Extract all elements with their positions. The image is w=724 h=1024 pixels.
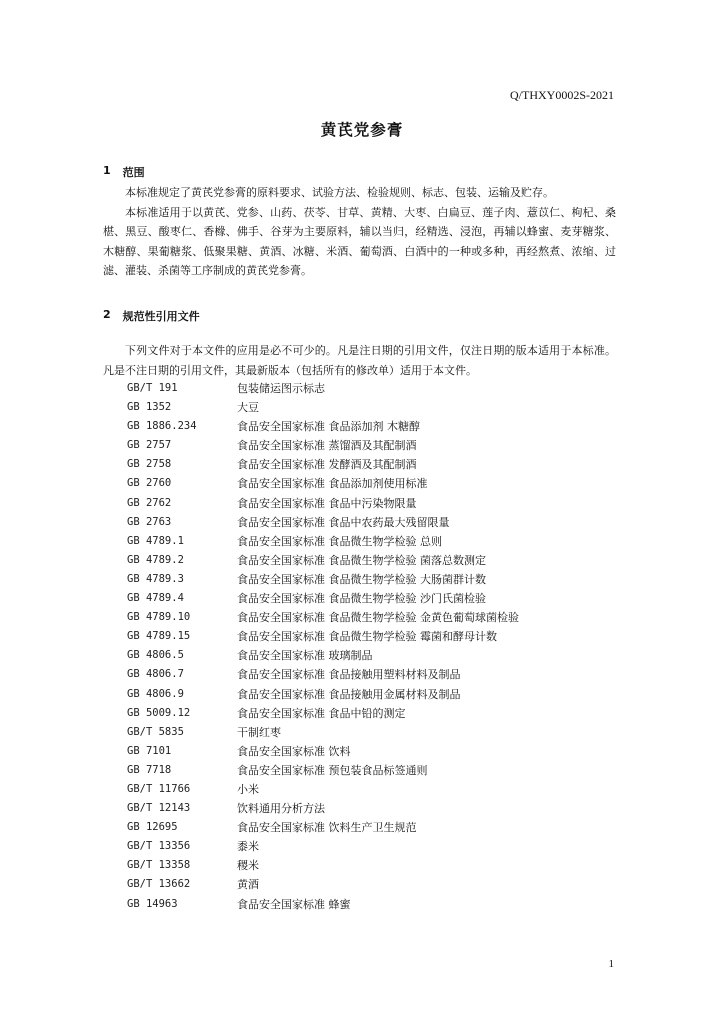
reference-title: 食品安全国家标准 食品添加剂使用标准 bbox=[237, 477, 428, 491]
document-title: 黄芪党参膏 bbox=[320, 121, 404, 139]
reference-code: GB 4806.9 bbox=[127, 687, 184, 700]
paragraph: 下列文件对于本文件的应用是必不可少的。凡是注日期的引用文件，仅注日期的版本适用于本标准。凡是不注日期的引用文件，其最新版本（包括所有的修改单）适用于本文件。 bbox=[103, 344, 616, 377]
reference-title: 黍米 bbox=[237, 840, 259, 854]
reference-title: 食品安全国家标准 食品接触用金属材料及制品 bbox=[237, 687, 461, 701]
reference-title: 干制红枣 bbox=[237, 725, 281, 739]
reference-code: GB 2762 bbox=[127, 496, 172, 509]
reference-title: 食品安全国家标准 蒸馏酒及其配制酒 bbox=[237, 439, 417, 453]
paragraph: 本标准规定了黄芪党参膏的原料要求、试验方法、检验规则、标志、包装、运输及贮存。 bbox=[125, 186, 554, 199]
reference-row bbox=[127, 513, 519, 532]
reference-code: GB 4789.3 bbox=[127, 572, 184, 585]
reference-title: 食品安全国家标准 食品接触用塑料材料及制品 bbox=[237, 668, 461, 682]
reference-title: 食品安全国家标准 食品微生物学检验 霉菌和酵母计数 bbox=[237, 630, 497, 644]
reference-row bbox=[127, 532, 519, 551]
reference-row bbox=[127, 895, 519, 914]
reference-title: 食品安全国家标准 食品微生物学检验 金黄色葡萄球菌检验 bbox=[237, 611, 519, 625]
reference-code: GB/T 13662 bbox=[127, 878, 191, 891]
reference-code: GB/T 13358 bbox=[127, 859, 191, 872]
reference-row bbox=[127, 589, 519, 608]
reference-row bbox=[127, 799, 519, 818]
reference-row bbox=[127, 494, 519, 513]
reference-row bbox=[127, 665, 519, 684]
reference-row bbox=[127, 742, 519, 761]
reference-row bbox=[127, 417, 519, 436]
reference-code: GB/T 13356 bbox=[127, 840, 191, 853]
reference-title: 黄酒 bbox=[237, 878, 259, 892]
reference-row bbox=[127, 723, 519, 742]
reference-row bbox=[127, 551, 519, 570]
reference-title: 食品安全国家标准 食品微生物学检验 菌落总数测定 bbox=[237, 553, 486, 567]
reference-row bbox=[127, 780, 519, 799]
reference-title: 食品安全国家标准 玻璃制品 bbox=[237, 649, 373, 663]
standard-code: Q/THXY0002S-2021 bbox=[510, 88, 614, 102]
reference-code: GB/T 11766 bbox=[127, 782, 191, 795]
reference-code: GB 4806.5 bbox=[127, 649, 184, 662]
reference-title: 食品安全国家标准 饮料生产卫生规范 bbox=[237, 821, 417, 835]
reference-row bbox=[127, 436, 519, 455]
reference-title: 食品安全国家标准 食品添加剂 木糖醇 bbox=[237, 420, 420, 434]
reference-title: 食品安全国家标准 食品中铅的测定 bbox=[237, 706, 406, 720]
reference-row bbox=[127, 875, 519, 894]
reference-code: GB 5009.12 bbox=[127, 706, 191, 719]
reference-code: GB 12695 bbox=[127, 821, 178, 834]
reference-title: 食品安全国家标准 食品微生物学检验 总则 bbox=[237, 534, 442, 548]
reference-code: GB 2763 bbox=[127, 515, 172, 528]
reference-title: 食品安全国家标准 食品中污染物限量 bbox=[237, 496, 417, 510]
reference-title: 包装储运图示标志 bbox=[237, 382, 325, 395]
section-number: 1 bbox=[103, 164, 111, 177]
reference-code: GB/T 12143 bbox=[127, 802, 191, 815]
section-heading-references bbox=[103, 308, 200, 324]
reference-row bbox=[127, 455, 519, 474]
section-title: 规范性引用文件 bbox=[122, 310, 200, 323]
reference-code: GB 2760 bbox=[127, 477, 172, 490]
reference-code: GB/T 191 bbox=[127, 382, 178, 394]
references-intro bbox=[103, 341, 616, 380]
reference-row bbox=[127, 818, 519, 837]
reference-code: GB 14963 bbox=[127, 897, 178, 910]
reference-code: GB 7101 bbox=[127, 744, 172, 757]
reference-code: GB 1352 bbox=[127, 401, 172, 414]
reference-row bbox=[127, 474, 519, 493]
reference-title: 食品安全国家标准 蜂蜜 bbox=[237, 897, 351, 911]
reference-code: GB/T 5835 bbox=[127, 725, 184, 738]
reference-title: 稷米 bbox=[237, 859, 259, 873]
reference-row bbox=[127, 685, 519, 704]
reference-title: 小米 bbox=[237, 782, 259, 796]
reference-code: GB 4789.2 bbox=[127, 553, 184, 566]
reference-code: GB 4806.7 bbox=[127, 668, 184, 681]
reference-code: GB 7718 bbox=[127, 763, 172, 776]
reference-row bbox=[127, 837, 519, 856]
reference-title: 食品安全国家标准 发酵酒及其配制酒 bbox=[237, 458, 417, 472]
reference-code: GB 1886.234 bbox=[127, 420, 197, 433]
reference-row bbox=[127, 627, 519, 646]
reference-title: 饮料通用分析方法 bbox=[237, 802, 325, 816]
reference-row bbox=[127, 761, 519, 780]
reference-row bbox=[127, 856, 519, 875]
reference-title: 食品安全国家标准 饮料 bbox=[237, 744, 351, 758]
reference-title: 食品安全国家标准 食品微生物学检验 沙门氏菌检验 bbox=[237, 592, 486, 606]
scope-body bbox=[103, 183, 616, 281]
reference-code: GB 2757 bbox=[127, 439, 172, 452]
reference-code: GB 4789.1 bbox=[127, 534, 184, 547]
reference-title: 食品安全国家标准 食品微生物学检验 大肠菌群计数 bbox=[237, 572, 486, 586]
reference-code: GB 2758 bbox=[127, 458, 172, 471]
paragraph: 本标准适用于以黄芪、党参、山药、茯苓、甘草、黄精、大枣、白扁豆、莲子肉、薏苡仁、枸杞、桑椹、黑豆、酸枣仁、香橼、佛手、谷芽为主要原料，辅以当归，经精选、浸泡，再辅以蜂蜜、麦芽糖浆、木糖醇、果葡糖浆、低聚果糖、黄酒、冰糖、米酒、葡萄酒、白酒中的一种或多种，再经熬煮、浓缩、过滤、灌装、杀菌等工序制成的黄芪党参膏。 bbox=[103, 205, 616, 277]
reference-row bbox=[127, 704, 519, 723]
reference-title: 大豆 bbox=[237, 401, 259, 415]
reference-title: 食品安全国家标准 食品中农药最大残留限量 bbox=[237, 515, 450, 529]
reference-row bbox=[127, 379, 519, 398]
reference-title: 食品安全国家标准 预包装食品标签通则 bbox=[237, 763, 428, 777]
reference-list bbox=[127, 379, 519, 914]
reference-row bbox=[127, 608, 519, 627]
reference-code: GB 4789.15 bbox=[127, 630, 191, 643]
reference-code: GB 4789.4 bbox=[127, 592, 184, 605]
reference-row bbox=[127, 646, 519, 665]
page-number: 1 bbox=[608, 958, 614, 970]
section-title: 范围 bbox=[122, 166, 145, 179]
reference-row bbox=[127, 570, 519, 589]
section-number: 2 bbox=[103, 308, 111, 321]
reference-row bbox=[127, 398, 519, 417]
section-heading-scope bbox=[103, 164, 145, 180]
reference-code: GB 4789.10 bbox=[127, 611, 191, 624]
